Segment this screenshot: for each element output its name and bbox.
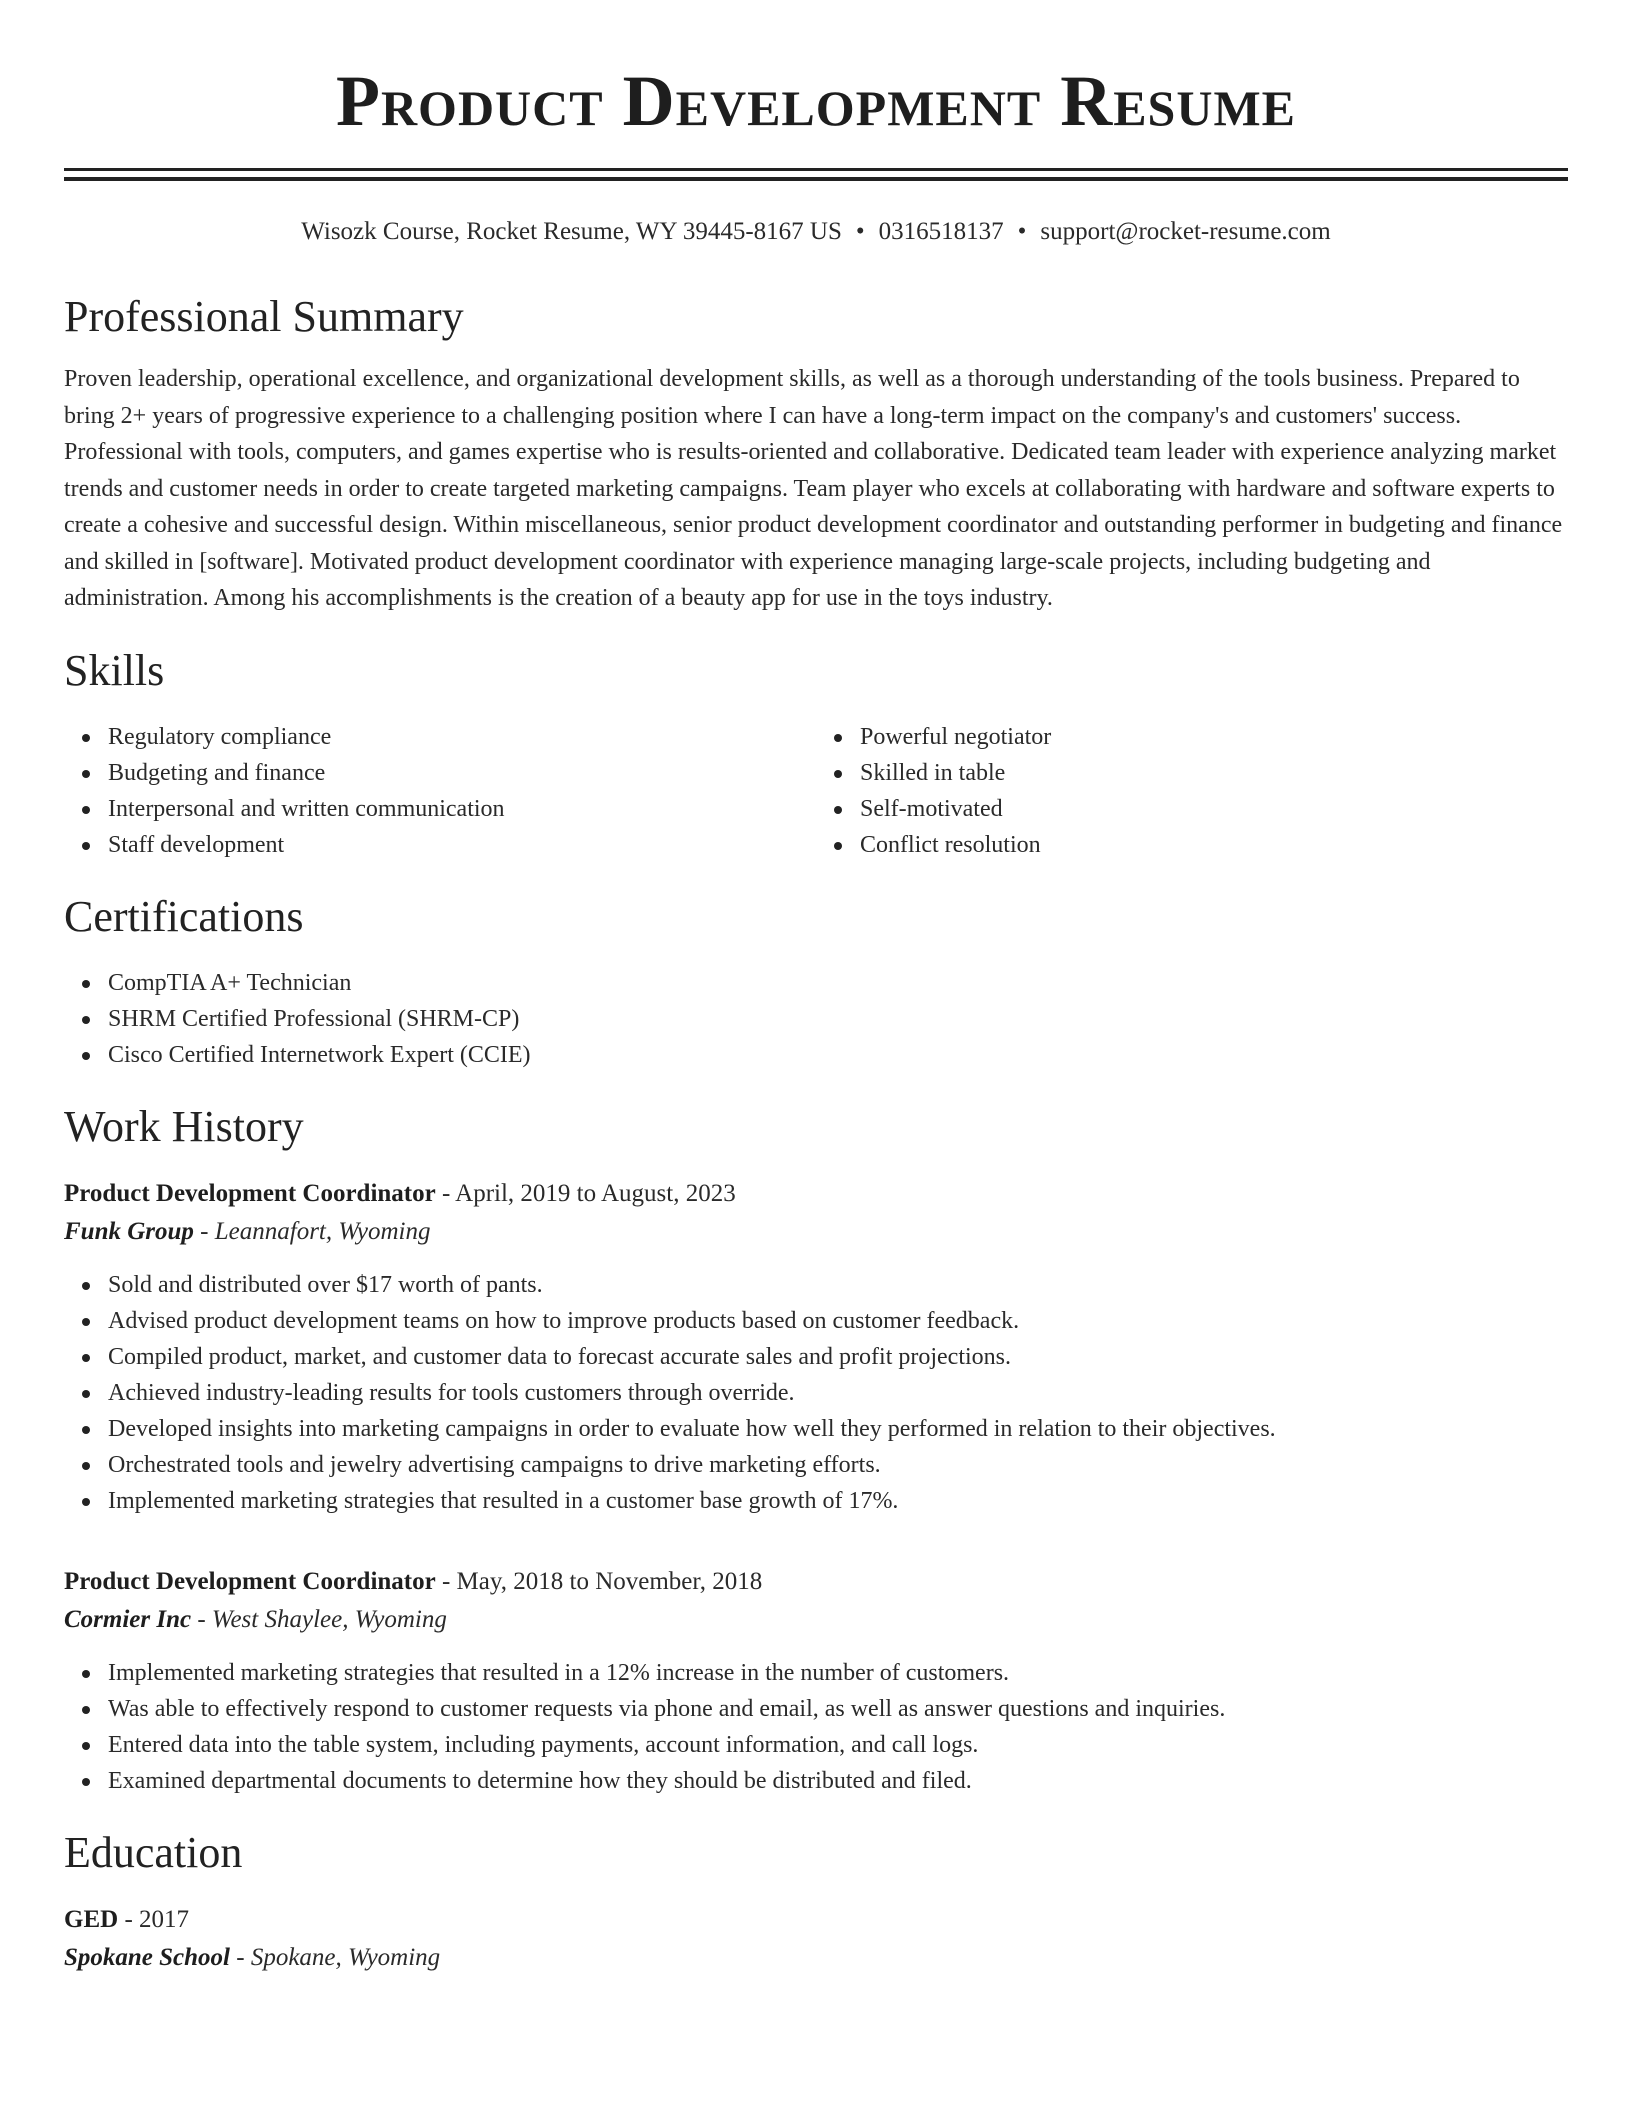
work-history-heading: Work History	[64, 1101, 304, 1151]
skills-heading: Skills	[64, 645, 165, 695]
job-bullet: Was able to effectively respond to customer requests via phone and email, as well as answer questions and inquiries.	[108, 1691, 1568, 1727]
job-bullet: Developed insights into marketing campaigns in order to evaluate how well they performed in relation to their objectives.	[108, 1411, 1568, 1447]
job-location: - Leannafort, Wyoming	[193, 1217, 431, 1245]
job-bullet: Achieved industry-leading results for tools customers through override.	[108, 1375, 1568, 1411]
skill-item: Budgeting and finance	[108, 755, 816, 791]
job-bullet: Examined departmental documents to determine how they should be distributed and filed.	[108, 1763, 1568, 1799]
education-entry	[64, 1901, 1568, 1977]
contact-separator: •	[855, 218, 865, 245]
contact-separator: •	[1017, 218, 1027, 245]
job-bullets	[64, 1655, 1568, 1799]
certifications-heading: Certifications	[64, 891, 304, 941]
skill-item: Interpersonal and written communication	[108, 791, 816, 827]
skill-item: Regulatory compliance	[108, 719, 816, 755]
job-title: Product Development Coordinator	[64, 1567, 436, 1595]
skill-item: Self-motivated	[860, 791, 1568, 827]
job-title: Product Development Coordinator	[64, 1179, 436, 1207]
skills-grid	[64, 719, 1568, 863]
certifications-section	[64, 891, 1568, 1073]
certification-item: Cisco Certified Internetwork Expert (CCIE)	[108, 1037, 1568, 1073]
education-degree-line	[64, 1901, 1568, 1939]
skill-item: Conflict resolution	[860, 827, 1568, 863]
job-dates: - April, 2019 to August, 2023	[435, 1179, 736, 1207]
skills-list-right	[816, 719, 1568, 863]
skills-section	[64, 645, 1568, 863]
job-entry	[64, 1563, 1568, 1799]
summary-text: Proven leadership, operational excellence, and organizational development skills, as well as a thorough understanding of the tools business. Prepared to bring 2+ years of progressive experience to a challenging position where I can have a long-term impact on the company's and customers' success. Professional with tools, computers, and games expertise who is results-oriented and collaborative. Dedicated team leader with experience analyzing market trends and customer needs in order to create targeted marketing campaigns. Team player who excels at collaborating with hardware and software experts to create a cohesive and successful design. Within miscellaneous, senior product development coordinator and outstanding performer in budgeting and finance and skilled in [software]. Motivated product development coordinator with experience managing large-scale projects, including budgeting and administration. Among his accomplishments is the creation of a beauty app for use in the toys industry.	[64, 366, 1563, 611]
contact-address: Wisozk Course, Rocket Resume, WY 39445-8167 US	[301, 218, 842, 245]
work-history-section	[64, 1101, 1568, 1799]
summary-section	[64, 291, 1568, 617]
job-title-line	[64, 1563, 1568, 1601]
education-heading: Education	[64, 1827, 243, 1877]
job-company-line	[64, 1601, 1568, 1639]
education-school-line	[64, 1939, 1568, 1977]
job-title-line	[64, 1175, 1568, 1213]
contact-line	[64, 217, 1568, 247]
education-degree: GED	[64, 1905, 119, 1933]
job-dates: - May, 2018 to November, 2018	[435, 1567, 763, 1595]
skill-item: Skilled in table	[860, 755, 1568, 791]
certification-item: CompTIA A+ Technician	[108, 965, 1568, 1001]
job-bullet: Orchestrated tools and jewelry advertising campaigns to drive marketing efforts.	[108, 1447, 1568, 1483]
skills-list-left	[64, 719, 816, 863]
job-bullet: Implemented marketing strategies that resulted in a customer base growth of 17%.	[108, 1483, 1568, 1519]
contact-phone: 0316518137	[878, 218, 1004, 245]
job-company: Funk Group	[64, 1217, 194, 1245]
job-location: - West Shaylee, Wyoming	[191, 1605, 447, 1633]
certifications-list	[64, 965, 1568, 1073]
resume-title: Product Development Resume	[335, 61, 1297, 141]
job-bullets	[64, 1267, 1568, 1519]
skill-item: Powerful negotiator	[860, 719, 1568, 755]
job-entry	[64, 1175, 1568, 1519]
title-double-rule	[64, 168, 1568, 181]
certification-item: SHRM Certified Professional (SHRM-CP)	[108, 1001, 1568, 1037]
job-company-line	[64, 1213, 1568, 1251]
job-bullet: Sold and distributed over $17 worth of pants.	[108, 1267, 1568, 1303]
education-location: - Spokane, Wyoming	[230, 1943, 441, 1971]
job-bullet: Entered data into the table system, including payments, account information, and call logs.	[108, 1727, 1568, 1763]
summary-heading: Professional Summary	[64, 292, 464, 341]
education-section	[64, 1827, 1568, 1977]
education-school: Spokane School	[64, 1943, 231, 1971]
contact-email: support@rocket-resume.com	[1040, 218, 1331, 245]
job-bullet: Advised product development teams on how to improve products based on customer feedback.	[108, 1303, 1568, 1339]
skill-item: Staff development	[108, 827, 816, 863]
job-bullet: Compiled product, market, and customer data to forecast accurate sales and profit projections.	[108, 1339, 1568, 1375]
job-company: Cormier Inc	[64, 1605, 192, 1633]
job-bullet: Implemented marketing strategies that resulted in a 12% increase in the number of customers.	[108, 1655, 1568, 1691]
education-year: - 2017	[118, 1905, 190, 1933]
